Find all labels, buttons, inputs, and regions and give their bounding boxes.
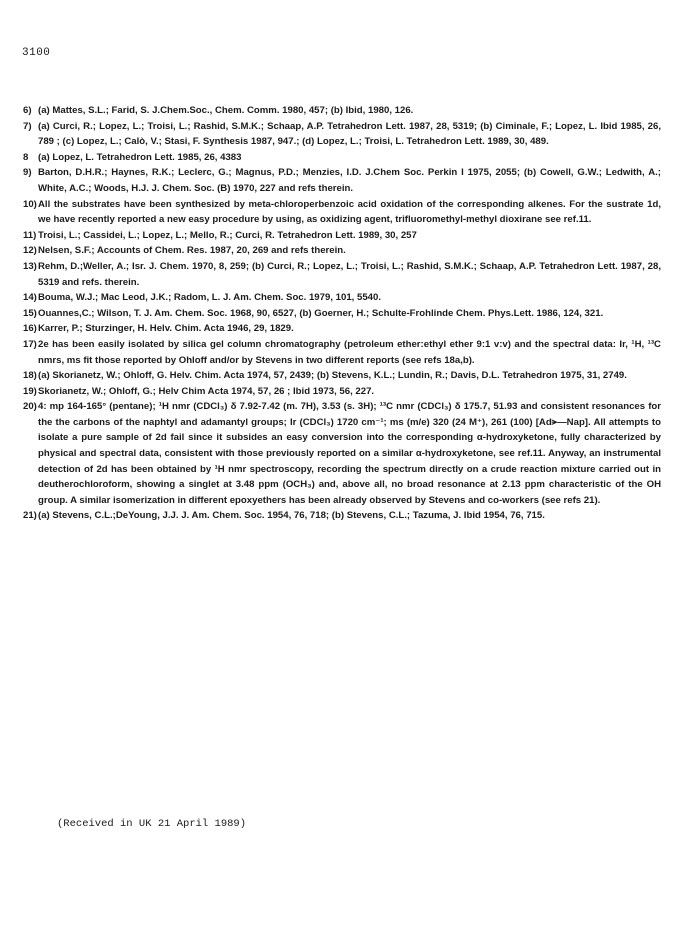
- reference-text: (a) Lopez, L. Tetrahedron Lett. 1985, 26, 4383: [38, 151, 242, 163]
- reference-item: [23, 306, 661, 322]
- reference-item: [23, 259, 661, 290]
- reference-text: Karrer, P.; Sturzinger, H. Helv. Chim. Acta 1946, 29, 1829.: [38, 323, 294, 335]
- reference-number: 12): [23, 245, 37, 257]
- reference-item: [23, 290, 661, 306]
- reference-text: All the substrates have been synthesized by meta-chloroperbenzoic acid oxidation of the corresponding alkenes. For the sustrate 1d, we have recently reported a new easy procedure by using, as oxidizing agent, trifluoromethyl-methyl dioxirane see ref.11.: [38, 198, 661, 226]
- reference-text: Ouannes,C.; Wilson, T. J. Am. Chem. Soc. 1968, 90, 6527, (b) Goerner, H.; Schulte-Frohlinde Chem. Phys.Lett. 1986, 124, 321.: [38, 307, 604, 319]
- page-number: 3100: [22, 47, 51, 59]
- reference-number: 21): [23, 510, 37, 522]
- reference-text: 2e has been easily isolated by silica gel column chromatography (petroleum ether:ethyl ether 9:1 v:v) and the spectral data: Ir, ¹H, ¹³C nmrs, ms fit those reported by Ohloff and/or by Stevens in two different reports (see refs 18a,b).: [38, 338, 661, 366]
- reference-text: Rehm, D.;Weller, A.; Isr. J. Chem. 1970, 8, 259; (b) Curci, R.; Lopez, L.; Troisi, L.; Rashid, S.M.K.; Schaap, A.P. Tetrahedron Lett. 1987, 28, 5319 and refs. therein.: [38, 260, 661, 288]
- reference-number: 15): [23, 307, 37, 319]
- received-date-note: (Received in UK 21 April 1989): [57, 818, 247, 830]
- reference-text: Skorianetz, W.; Ohloff, G.; Helv Chim Acta 1974, 57, 26 ; Ibid 1973, 56, 227.: [38, 385, 375, 397]
- reference-text: (a) Mattes, S.L.; Farid, S. J.Chem.Soc., Chem. Comm. 1980, 457; (b) Ibid, 1980, 126.: [38, 105, 414, 116]
- reference-text: (a) Stevens, C.L.;DeYoung, J.J. J. Am. Chem. Soc. 1954, 76, 718; (b) Stevens, C.L.; Tazuma, J. Ibid 1954, 76, 715.: [38, 510, 545, 522]
- reference-number: 8: [23, 151, 29, 163]
- reference-text: (a) Skorianetz, W.; Ohloff, G. Helv. Chim. Acta 1974, 57, 2439; (b) Stevens, K.L.; Lundin, R.; Davis, D.L. Tetrahedron 1975, 31, 2749.: [38, 370, 627, 382]
- reference-number: 11): [23, 229, 37, 241]
- reference-number: 6): [23, 105, 32, 116]
- reference-number: 18): [23, 370, 37, 382]
- reference-item: [23, 197, 661, 228]
- reference-number: 13): [23, 260, 37, 272]
- reference-item: [23, 508, 661, 524]
- reference-item: [23, 399, 661, 508]
- reference-number: 17): [23, 338, 37, 350]
- reference-number: 19): [23, 385, 37, 397]
- reference-number: 9): [23, 167, 32, 179]
- reference-text: Bouma, W.J.; Mac Leod, J.K.; Radom, L. J. Am. Chem. Soc. 1979, 101, 5540.: [38, 292, 381, 304]
- reference-text: (a) Curci, R.; Lopez, L.; Troisi, L.; Rashid, S.M.K.; Schaap, A.P. Tetrahedron Lett. 1987, 28, 5319; (b) Ciminale, F.; Lopez, L. Ibid 1985, 26, 789 ; (c) Lopez, L.; Calò, V.; Stasi, F. Synthesis 1987, 947.; (d) Lopez, L.; Troisi, L. Tetrahedron Lett. 1989, 30, 489.: [38, 120, 661, 148]
- reference-item: [23, 165, 661, 196]
- reference-text: 4: mp 164-165° (pentane); ¹H nmr (CDCl₃) δ 7.92-7.42 (m. 7H), 3.53 (s. 3H); ¹³C nmr (CDCl₃) δ 175.7, 51.93 and consistent resonances for the the carbons of the naphtyl and adamantyl groups; Ir (CDCl₃) 1720 cm⁻¹; ms (m/e) 320 (24 M⁺), 261 (100) [Ad⪫—Nap]. All attempts to isolate a pure sample of 2d fail since it subsides an easy conversion into the corresponding α-hydroxyketone, fully characterized by physical and spectral data, consistent with those previously reported on a similar α-hydroxyketone, see ref.11. Anyway, an instrumental detection of 2d has been obtained by ¹H nmr spectroscopy, recording the spectrum directly on a crude reaction mixture carried out in deutherochloroform, showing a singlet at 3.48 ppm (OCH₃) and, above all, no broad resonance at 2.13 ppm characteristic of the OH group. A similar isomerization in different epoxyethers has been already observed by Stevens and co-workers (see refs 21).: [38, 401, 661, 506]
- reference-item: [23, 384, 661, 400]
- reference-list: [23, 103, 661, 524]
- reference-item: [23, 119, 661, 150]
- reference-text: Barton, D.H.R.; Haynes, R.K.; Leclerc, G.; Magnus, P.D.; Menzies, I.D. J.Chem Soc. Perkin I 1975, 2055; (b) Cowell, G.W.; Ledwith, A.; White, A.C.; Woods, H.J. J. Chem. Soc. (B) 1970, 227 and refs therein.: [38, 167, 661, 194]
- reference-item: [23, 103, 661, 119]
- reference-number: 20): [23, 401, 37, 413]
- reference-item: [23, 321, 661, 337]
- reference-text: Nelsen, S.F.; Accounts of Chem. Res. 1987, 20, 269 and refs therein.: [38, 245, 346, 257]
- reference-number: 16): [23, 323, 37, 335]
- reference-text: Troisi, L.; Cassidei, L.; Lopez, L.; Mello, R.; Curci, R. Tetrahedron Lett. 1989, 30, 257: [38, 229, 417, 241]
- reference-number: 7): [23, 120, 32, 132]
- reference-item: [23, 228, 661, 244]
- reference-item: [23, 337, 661, 368]
- reference-item: [23, 368, 661, 384]
- reference-number: 10): [23, 198, 37, 210]
- reference-item: [23, 243, 661, 259]
- reference-item: [23, 150, 661, 166]
- reference-number: 14): [23, 292, 37, 304]
